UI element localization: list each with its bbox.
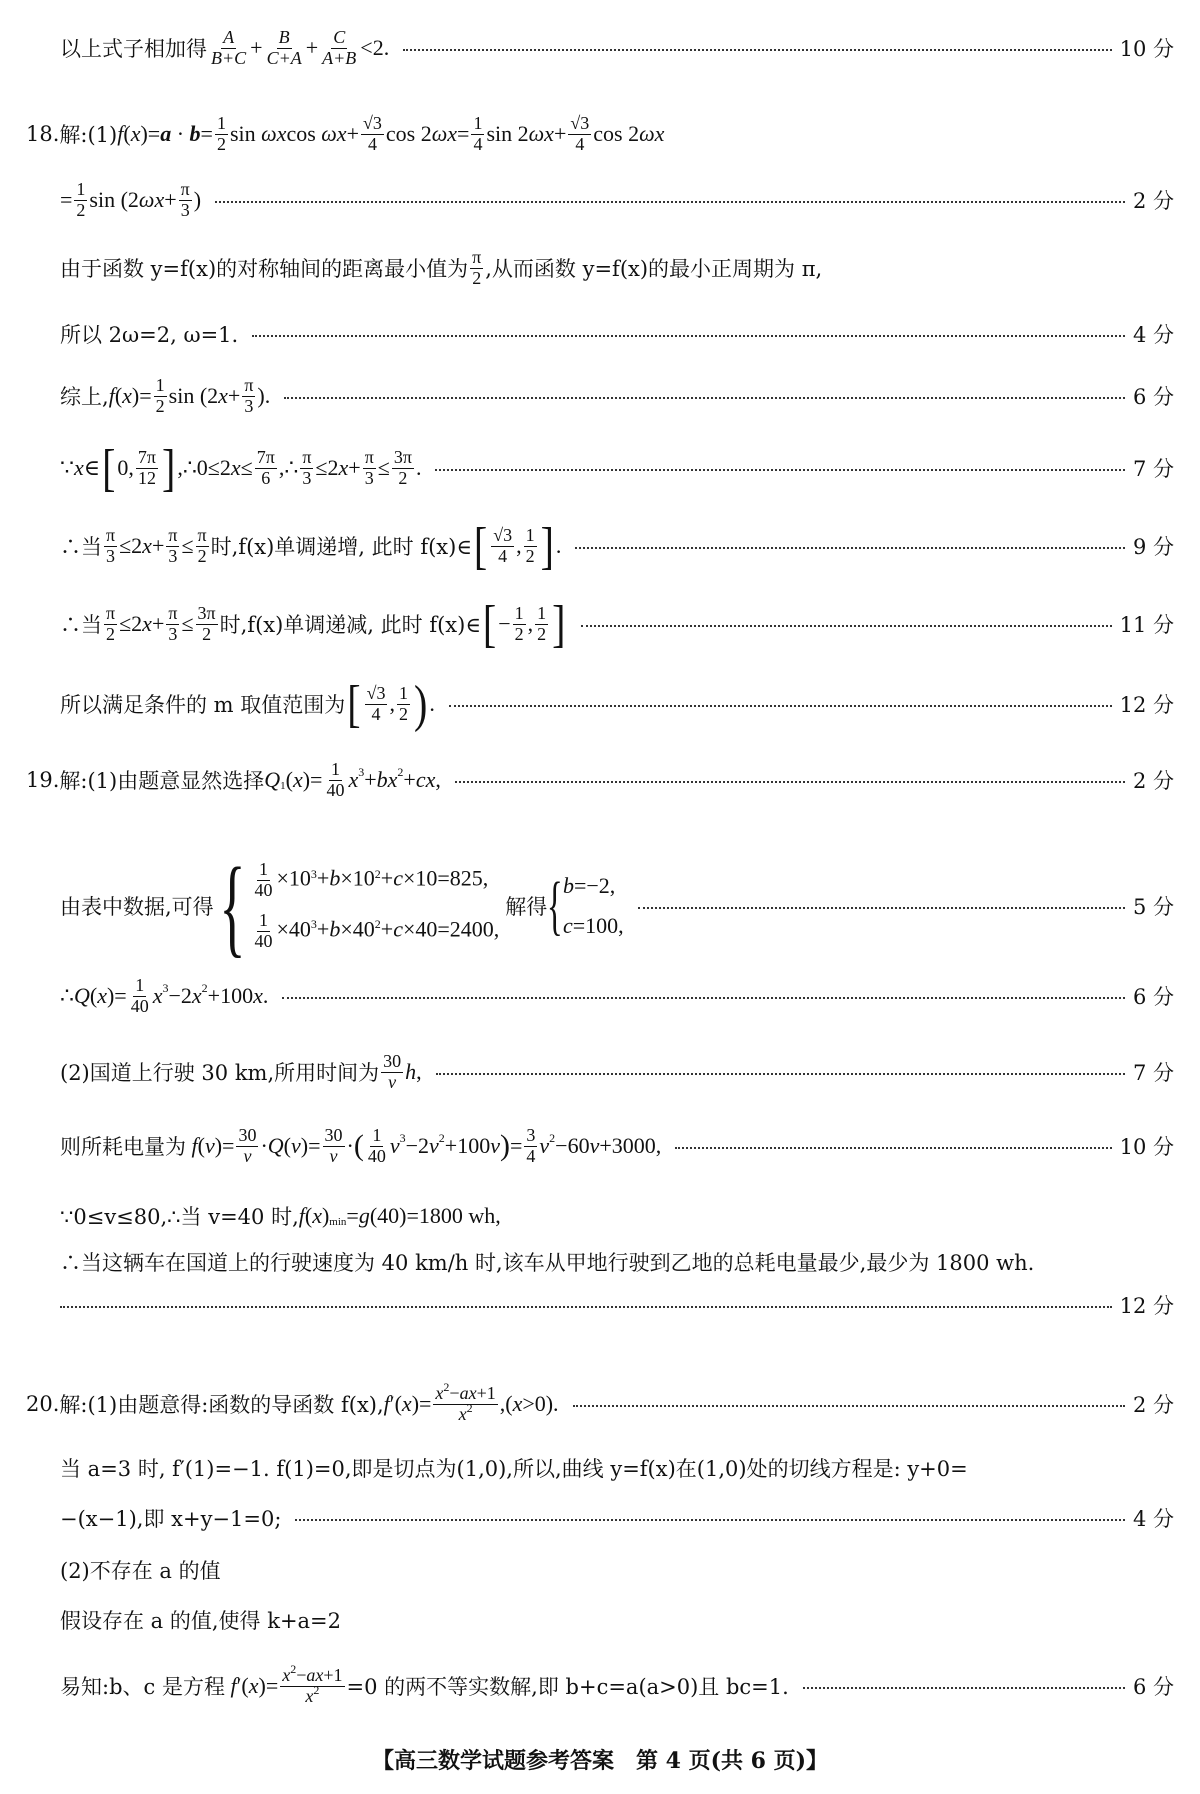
score: 7 分 bbox=[1132, 457, 1174, 481]
text: 解:(1) bbox=[59, 123, 118, 147]
formula: $\frac{\pi}{2}$ bbox=[472, 246, 482, 288]
score: 12 分 bbox=[1119, 1294, 1174, 1318]
score: 11 分 bbox=[1119, 613, 1174, 637]
formula: [ $\frac{√3}{4}$ , $\frac{1}{2}$ ] . bbox=[473, 516, 562, 575]
text: 时,f(x)单调递增, 此时 f(x)∈ bbox=[210, 535, 472, 559]
formula: ∵ x ∈ [ 0, $\frac{7\pi}{12}$ ] ,∴0≤2 x ≤ $\frac{7\pi}{6}$ ,∴ $\frac{\pi}{3}$ ≤2 x + $\frac{\pi}{3}$ ≤ $\frac{3\pi}{2}$ . bbox=[60, 438, 422, 497]
text: 解:(1)由题意得:函数的导函数 f(x), bbox=[59, 1393, 384, 1417]
formula: ∴ Q ( x )= $\frac{1}{40}$ x 3 −2 x 2 +100 x . bbox=[60, 974, 269, 1016]
formula: $\frac{\pi}{3}$ ≤2 x + $\frac{\pi}{3}$ ≤ $\frac{\pi}{2}$ bbox=[106, 524, 207, 566]
question-number: 19. bbox=[26, 768, 60, 792]
q19-line-3 bbox=[60, 968, 1174, 1024]
formula: f ′( x )= $\frac{x^2-ax+1}{x^2}$ bbox=[230, 1661, 343, 1706]
q18-line-3 bbox=[60, 240, 1174, 296]
score: 4 分 bbox=[1132, 1507, 1174, 1531]
leader-dots bbox=[403, 49, 1111, 51]
question-number: 18. bbox=[26, 122, 60, 146]
q20-line-3 bbox=[60, 1496, 1174, 1540]
leader-dots bbox=[803, 1687, 1125, 1689]
formula: $\frac{A}{B+C}$ + $\frac{B}{C+A}$ + $\frac{C}{A+B}$ <2. bbox=[211, 26, 390, 68]
text: ∴当 bbox=[60, 535, 102, 559]
formula: $\frac{\pi}{2}$ ≤2 x + $\frac{\pi}{3}$ ≤ $\frac{3\pi}{2}$ bbox=[106, 602, 216, 644]
score: 9 分 bbox=[1132, 535, 1174, 559]
score: 6 分 bbox=[1132, 985, 1174, 1009]
formula: f ( x )= a · b = $\frac{1}{2}$ sin ωx cos ωx + $\frac{√3}{4}$ cos 2 ωx = $\frac{1}{4}$ sin 2 ωx + $\frac{√3}{4}$ cos 2 ωx bbox=[117, 112, 665, 154]
q19-line-6 bbox=[60, 1194, 1174, 1238]
solution: { b=−2, c=100, bbox=[547, 868, 624, 942]
formula: f ′( x )= $\frac{x^2-ax+1}{x^2}$ ,( x >0). bbox=[383, 1379, 559, 1424]
score: 2 分 bbox=[1132, 769, 1174, 793]
q20-line-6 bbox=[60, 1658, 1174, 1714]
system-of-equations: { $\frac{1}{40}$ $\times 10^3+b\times 10^2+c\times 10=825$, $\frac{1}{40}$ $\times 40^3+b\times 40^2+c\times 40=2400$, bbox=[218, 845, 500, 967]
formula: f ( x ) min = g (40)=1800 wh, bbox=[298, 1203, 501, 1228]
score: 5 分 bbox=[1132, 895, 1174, 919]
leader-dots bbox=[581, 625, 1111, 627]
leader-dots bbox=[573, 1405, 1125, 1407]
q18-line-1 bbox=[26, 106, 1174, 162]
score: 7 分 bbox=[1132, 1061, 1174, 1085]
q19-line-4 bbox=[60, 1044, 1174, 1100]
leader-dots bbox=[449, 705, 1112, 707]
text: 当 a=3 时, f′(1)=−1. f(1)=0,即是切点为(1,0),所以,曲线 y=f(x)在(1,0)处的切线方程是: y+0= bbox=[60, 1457, 968, 1481]
text: ,从而函数 y=f(x)的最小正周期为 π, bbox=[485, 257, 823, 281]
leader-dots bbox=[435, 469, 1125, 471]
q18-line-7 bbox=[60, 518, 1174, 574]
text: 假设存在 a 的值,使得 k+a=2 bbox=[60, 1609, 342, 1633]
text: ∴当 bbox=[60, 613, 102, 637]
text: ∴当这辆车在国道上的行驶速度为 40 km/h 时,该车从甲地行驶到乙地的总耗电量最少,最少为 1800 wh. bbox=[60, 1251, 1035, 1275]
leader-dots bbox=[252, 335, 1125, 337]
q18-line-8 bbox=[60, 596, 1174, 652]
q20-line-4 bbox=[60, 1550, 1174, 1590]
text: 所以满足条件的 m 取值范围为 bbox=[60, 693, 346, 717]
q20-line-5 bbox=[60, 1600, 1174, 1640]
q18-line-9 bbox=[60, 676, 1174, 732]
text: 由表中数据,可得 bbox=[60, 895, 214, 919]
q18-line-2 bbox=[60, 172, 1174, 228]
score: 2 分 bbox=[1132, 1393, 1174, 1417]
q19-line-7 bbox=[60, 1240, 1174, 1284]
text: (2)国道上行驶 30 km,所用时间为 bbox=[60, 1061, 380, 1085]
text: (2)不存在 a 的值 bbox=[60, 1559, 221, 1583]
text: =0 的两不等实数解,即 b+c=a(a>0)且 bc=1. bbox=[346, 1675, 789, 1699]
formula: f ( v )= $\frac{30}{v}$ · Q ( v )= $\frac{30}{v}$ · ( $\frac{1}{40}$ v 3 −2 v 2 +100 v ) = $\frac{3}{4}$ v 2 −60 v +3000, bbox=[191, 1124, 662, 1166]
q19-line-8 bbox=[60, 1282, 1174, 1328]
text: 易知:b、c 是方程 bbox=[60, 1675, 225, 1699]
leader-dots bbox=[575, 547, 1125, 549]
page-footer: 【高三数学试题参考答案 第 4 页(共 6 页)】 bbox=[371, 1748, 829, 1774]
q19-line-5 bbox=[60, 1118, 1174, 1174]
q20-line-2 bbox=[60, 1446, 1174, 1490]
leader-dots bbox=[284, 397, 1125, 399]
score: 10 分 bbox=[1119, 1135, 1174, 1159]
score: 6 分 bbox=[1132, 385, 1174, 409]
leader-dots bbox=[295, 1519, 1125, 1521]
leader-dots bbox=[436, 1073, 1125, 1075]
q19-line-2 bbox=[60, 845, 1174, 967]
q18-line-5 bbox=[60, 368, 1174, 424]
leader-dots bbox=[215, 201, 1125, 203]
formula: [ $\frac{√3}{4}$ , $\frac{1}{2}$ ) . bbox=[347, 674, 435, 733]
score: 6 分 bbox=[1132, 1675, 1174, 1699]
q19-line-1 bbox=[26, 752, 1174, 808]
text: 解:(1)由题意显然选择 bbox=[59, 769, 265, 793]
leader-dots bbox=[455, 781, 1125, 783]
leader-dots bbox=[675, 1147, 1111, 1149]
score: 10 分 bbox=[1119, 37, 1174, 61]
text: 由于函数 y=f(x)的对称轴间的距离最小值为 bbox=[60, 257, 469, 281]
line-sum bbox=[60, 20, 1174, 76]
q18-line-4 bbox=[60, 306, 1174, 362]
formula: Q 1 ( x )= $\frac{1}{40}$ x 3 + bx 2 + cx , bbox=[264, 758, 441, 800]
score: 12 分 bbox=[1119, 693, 1174, 717]
formula: f ( x )= $\frac{1}{2}$ sin (2 x + $\frac{\pi}{3}$ ). bbox=[108, 374, 271, 416]
text: 所以 2ω=2, ω=1. bbox=[60, 323, 239, 347]
q20-line-1 bbox=[26, 1376, 1174, 1432]
leader-dots bbox=[60, 1306, 1112, 1308]
text: 以上式子相加得 bbox=[60, 37, 207, 61]
q18-line-6 bbox=[60, 440, 1174, 496]
text: −(x−1),即 x+y−1=0; bbox=[60, 1507, 282, 1531]
score: 4 分 bbox=[1132, 323, 1174, 347]
formula: [ − $\frac{1}{2}$ , $\frac{1}{2}$ ] bbox=[482, 594, 566, 653]
leader-dots bbox=[638, 907, 1125, 909]
score: 2 分 bbox=[1132, 189, 1174, 213]
text: 解得 bbox=[505, 895, 548, 919]
leader-dots bbox=[282, 997, 1125, 999]
text: 时,f(x)单调递减, 此时 f(x)∈ bbox=[219, 613, 481, 637]
question-number: 20. bbox=[26, 1392, 60, 1416]
text: ∵0≤v≤80,∴当 v=40 时, bbox=[60, 1205, 299, 1229]
text: 则所耗电量为 bbox=[60, 1135, 186, 1159]
formula: = $\frac{1}{2}$ sin (2 ωx + $\frac{\pi}{3}$ ) bbox=[60, 178, 202, 220]
text: 综上, bbox=[60, 385, 109, 409]
formula: $\frac{30}{v}$ h , bbox=[383, 1050, 422, 1092]
